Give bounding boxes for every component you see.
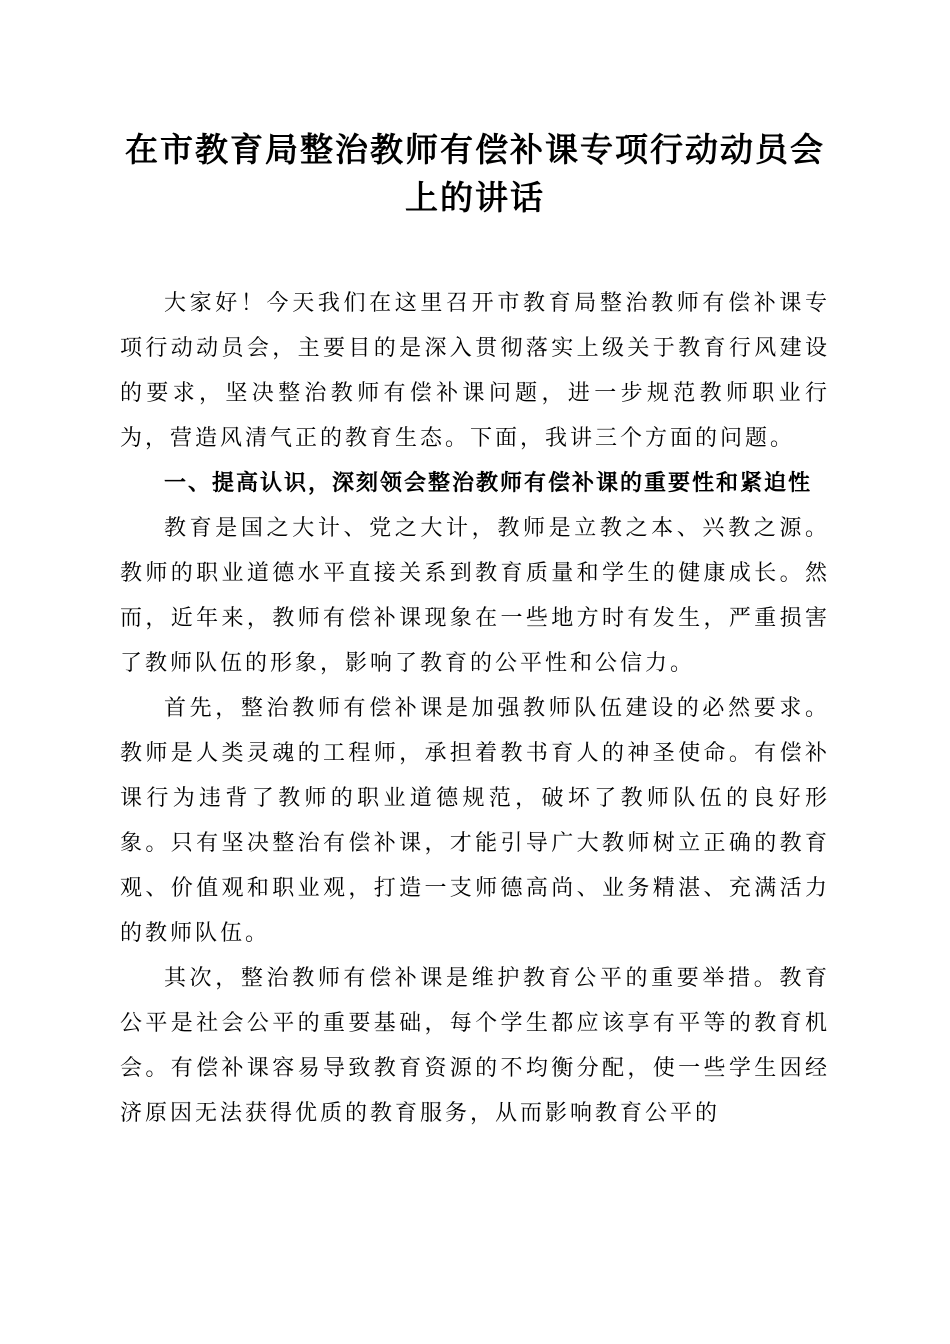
body-paragraph: 大家好！今天我们在这里召开市教育局整治教师有偿补课专项行动动员会，主要目的是深入贯彻落实上级关于教育行风建设的要求，坚决整治教师有偿补课问题，进一步规范教师职业行为，营造风清气正的教育生态。下面，我讲三个方面的问题。	[120, 289, 830, 450]
section-heading: 一、提高认识，深刻领会整治教师有偿补课的重要性和紧迫性	[164, 469, 813, 495]
document-title: 在市教育局整治教师有偿补课专项行动动员会上的讲话	[125, 133, 825, 217]
body-paragraph: 教育是国之大计、党之大计，教师是立教之本、兴教之源。教师的职业道德水平直接关系到教育质量和学生的健康成长。然而，近年来，教师有偿补课现象在一些地方时有发生，严重损害了教师队伍的形象，影响了教育的公平性和公信力。	[120, 514, 830, 675]
body-paragraph: 其次，整治教师有偿补课是维护教育公平的重要举措。教育公平是社会公平的重要基础，每个学生都应该享有平等的教育机会。有偿补课容易导致教育资源的不均衡分配，使一些学生因经济原因无法获得优质的教育服务，从而影响教育公平的	[120, 964, 830, 1125]
body-paragraph: 首先，整治教师有偿补课是加强教师队伍建设的必然要求。教师是人类灵魂的工程师，承担着教书育人的神圣使命。有偿补课行为违背了教师的职业道德规范，破坏了教师队伍的良好形象。只有坚决整治有偿补课，才能引导广大教师树立正确的教育观、价值观和职业观，打造一支师德高尚、业务精湛、充满活力的教师队伍。	[120, 694, 830, 945]
document-body	[120, 280, 830, 1135]
